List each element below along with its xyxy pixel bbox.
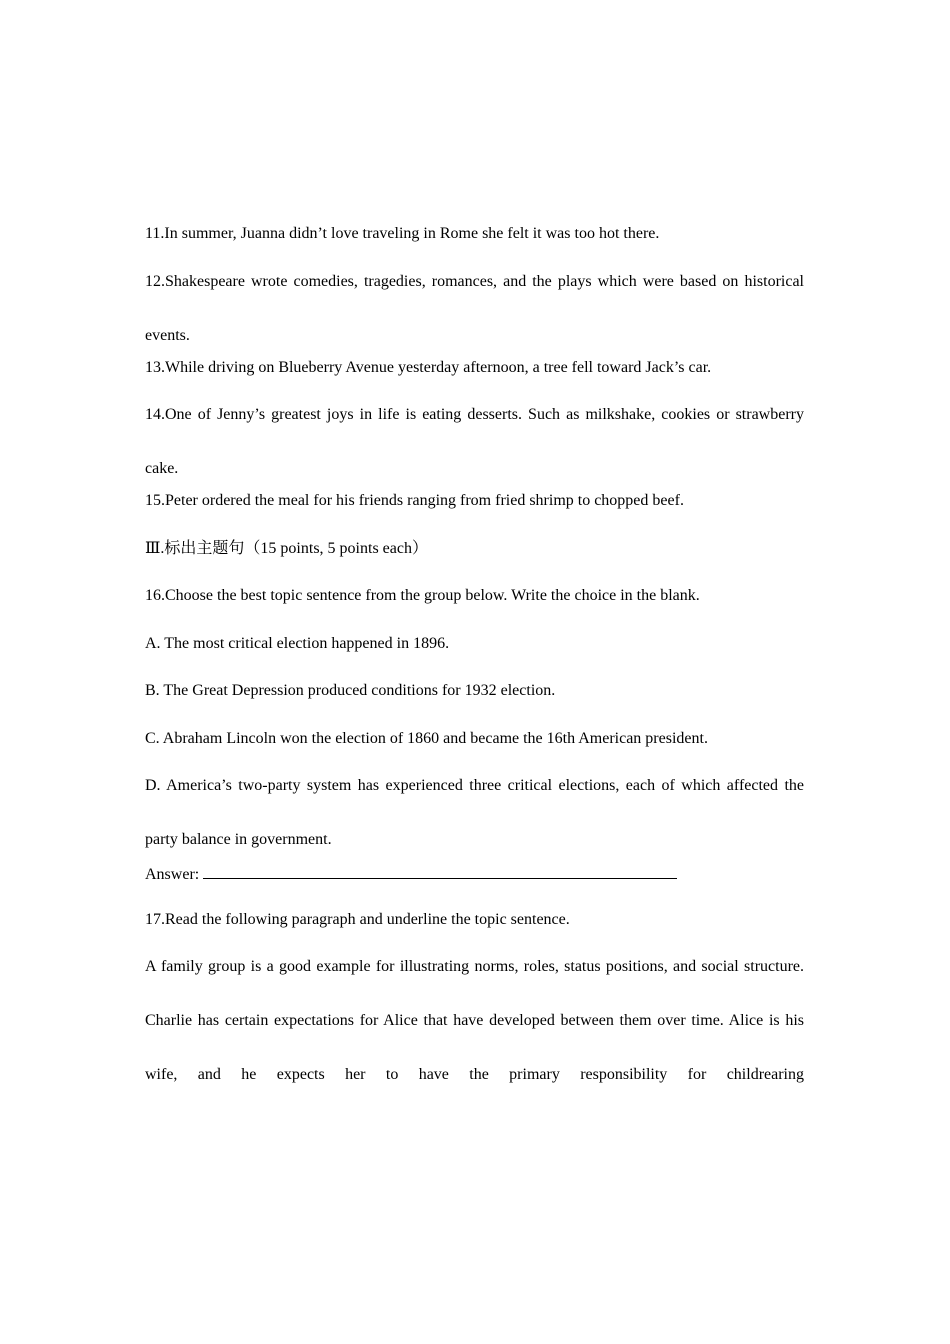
question-17-prompt: 17.Read the following paragraph and underline the topic sentence.	[145, 910, 570, 928]
answer-label: Answer:	[145, 866, 200, 883]
answer-blank[interactable]	[203, 860, 677, 879]
section-3-heading: Ⅲ.标出主题句（15 points, 5 points each）	[145, 539, 428, 557]
question-15: 15.Peter ordered the meal for his friends ranging from fried shrimp to chopped beef.	[145, 492, 684, 509]
option-a: A. The most critical election happened in 1896.	[145, 634, 450, 652]
question-11: 11.In summer, Juanna didn’t love traveling in Rome she felt it was too hot there.	[145, 225, 660, 242]
answer-row	[145, 860, 804, 908]
document-page	[145, 222, 804, 1095]
option-b: B. The Great Depression produced conditions for 1932 election.	[145, 682, 556, 699]
option-c: C. Abraham Lincoln won the election of 1860 and became the 16th American president.	[145, 729, 708, 747]
question-16-prompt: 16.Choose the best topic sentence from the group below. Write the choice in the blank.	[145, 587, 700, 604]
question-13: 13.While driving on Blueberry Avenue yesterday afternoon, a tree fell toward Jack’s car.	[145, 358, 712, 376]
question-17-paragraph: A family group is a good example for illustrating norms, roles, status positions, and social structure. Charlie has certain expectations for Alice that have developed between them over time. Alice is his wife, and he expects her to have the primary responsibility for childrearing	[145, 958, 804, 1083]
question-12: 12.Shakespeare wrote comedies, tragedies, romances, and the plays which were based on historical events.	[145, 272, 804, 344]
question-14: 14.One of Jenny’s greatest joys in life is eating desserts. Such as milkshake, cookies or strawberry cake.	[145, 406, 804, 477]
option-d: D. America’s two-party system has experienced three critical elections, each of which affected the party balance in government.	[145, 777, 804, 848]
